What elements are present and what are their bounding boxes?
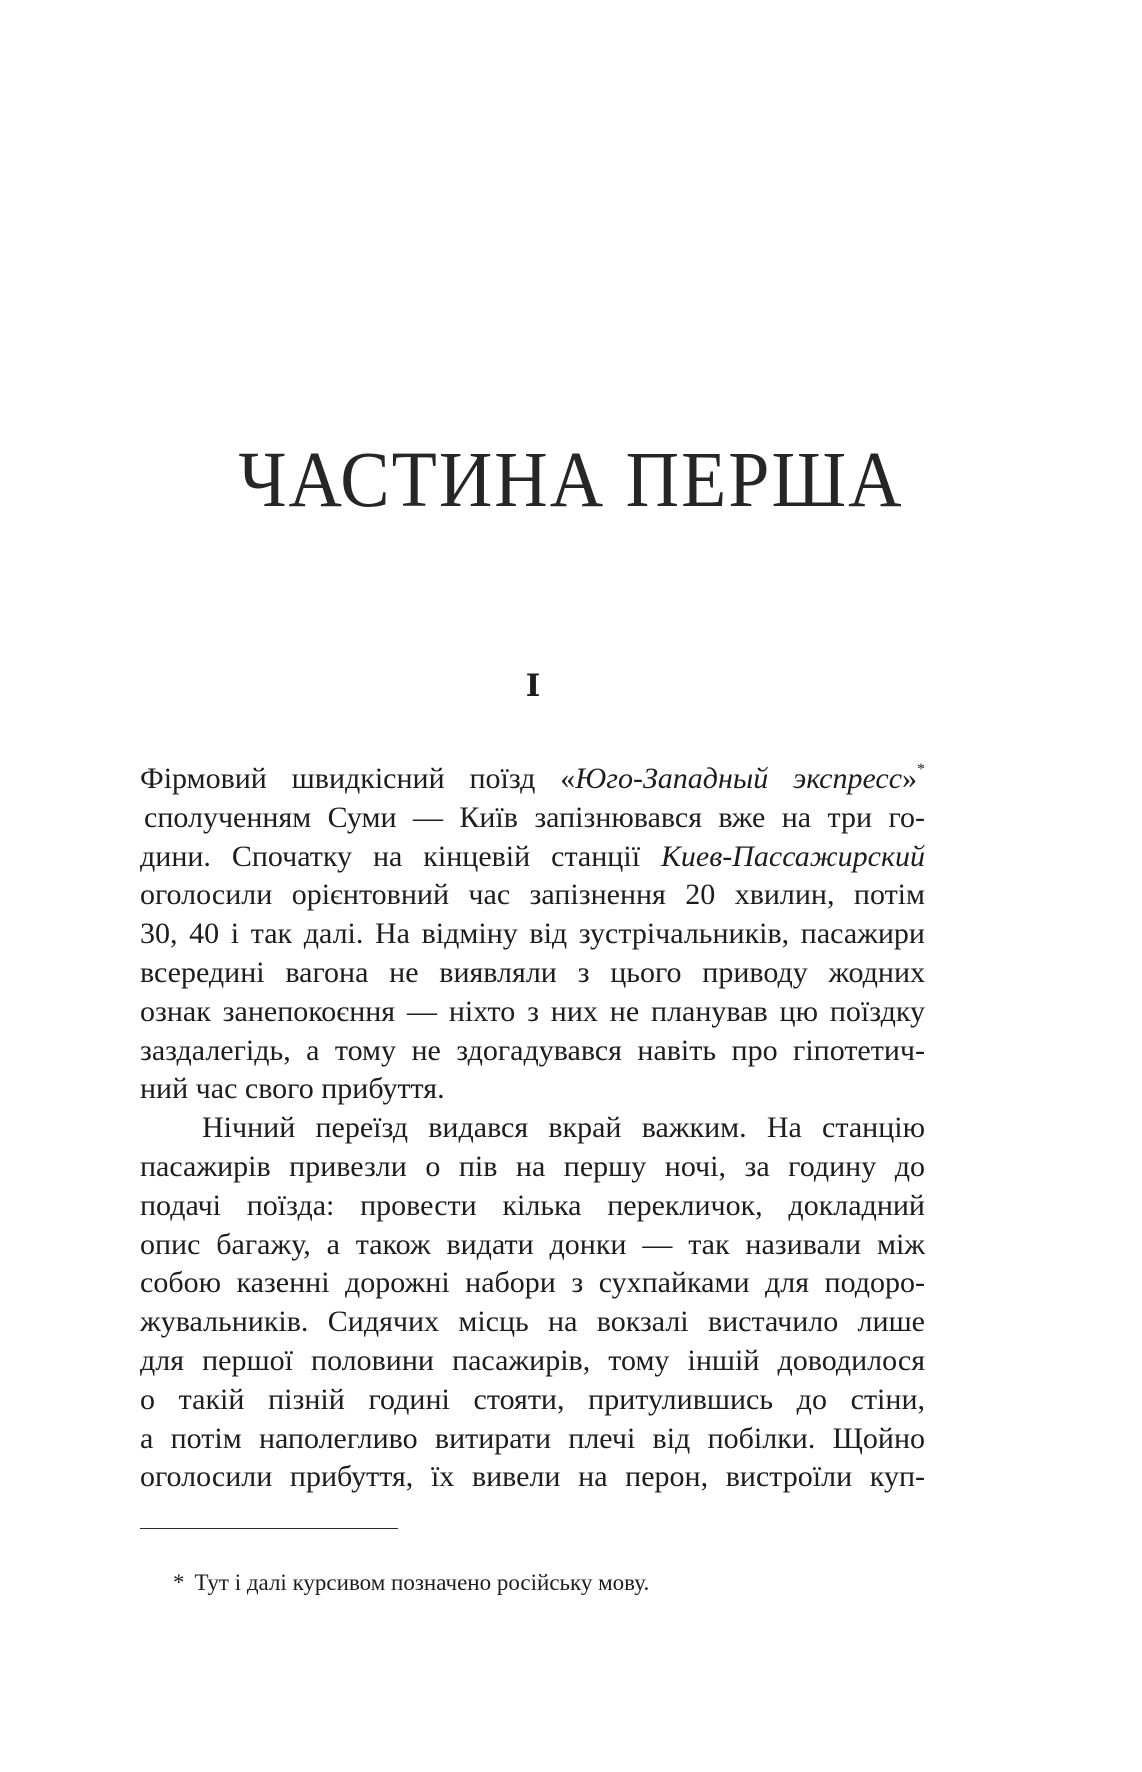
text-line: собою казенні дорожні набори з сухпайками для подоро- xyxy=(140,1266,925,1300)
text-line: дини. Спочатку на кінцевій станції Киев-Пассажирский xyxy=(140,839,925,873)
footnote-divider xyxy=(140,1528,398,1529)
text-line: Фірмовий швидкісний поїзд «Юго-Западный экспресс»* xyxy=(140,761,926,795)
chapter-number: I xyxy=(525,668,541,704)
part-title: ЧАСТИНА ПЕРША xyxy=(238,435,904,525)
text-line: жувальників. Сидячих місць на вокзалі вистачило лише xyxy=(140,1305,925,1339)
italic-russian-text: Киев-Пассажирский xyxy=(660,839,925,873)
text-line: ознак занепокоєння — ніхто з них не планував цю поїздку xyxy=(140,994,925,1028)
footnote-mark: * xyxy=(173,1570,185,1595)
footnote-reference: * xyxy=(917,761,926,778)
text-line: пасажирів привезли о пів на першу ночі, за годину до xyxy=(140,1149,925,1183)
text-line: заздалегідь, а тому не здогадувався навіть про гіпотетич- xyxy=(140,1033,925,1067)
text-line: 30, 40 і так далі. На відміну від зустрічальників, пасажири xyxy=(140,917,925,951)
text-line: о такій пізній годині стояти, притулившись до стіни, xyxy=(140,1382,925,1416)
text-line: Нічний переїзд видався вкрай важким. На станцію xyxy=(202,1111,925,1145)
footnote xyxy=(173,1570,649,1596)
italic-russian-text: Юго-Западный экспресс xyxy=(575,762,903,795)
text-line: оголосили прибуття, їх вивели на перон, вистроїли куп- xyxy=(140,1460,925,1494)
text-line: подачі поїзда: провести кілька перекличок, докладний xyxy=(140,1188,925,1222)
text-line: оголосили орієнтовний час запізнення 20 хвилин, потім xyxy=(140,878,925,912)
text-line: всередині вагона не виявляли з цього приводу жодних xyxy=(140,955,925,989)
text-line: опис багажу, а також видати донки — так називали між xyxy=(140,1227,925,1261)
body-text xyxy=(140,760,925,1497)
text-line: а потім наполегливо витирати плечі від побілки. Щойно xyxy=(140,1421,925,1455)
footnote-text: Тут і далі курсивом позначено російську мову. xyxy=(194,1570,650,1595)
text-line: для першої половини пасажирів, тому іншій доводилося xyxy=(140,1343,925,1377)
text-line: сполученням Суми — Київ запізнювався вже на три го- xyxy=(144,800,925,834)
text-line: ний час свого прибуття. xyxy=(140,1072,445,1106)
